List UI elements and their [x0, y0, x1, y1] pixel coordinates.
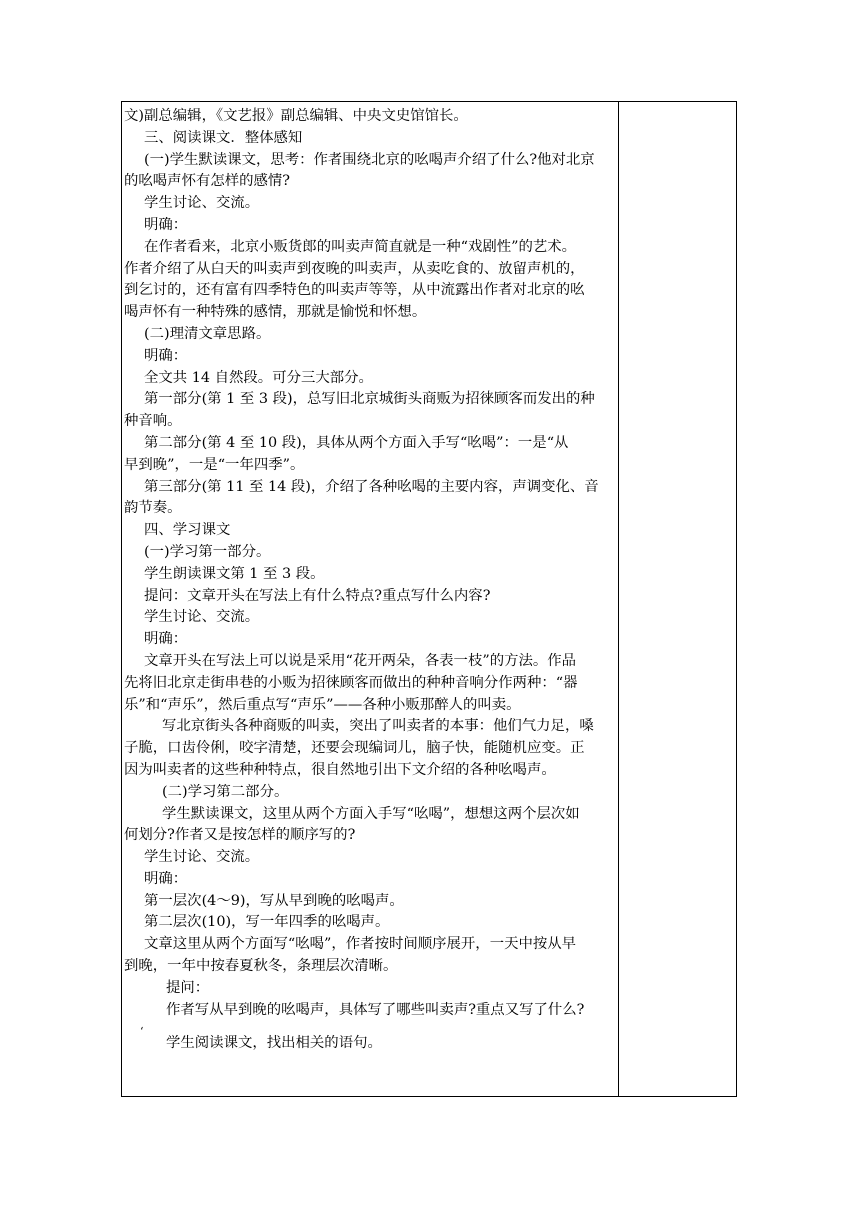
text-line: 文章开头在写法上可以说是采用“花开两朵，各表一枝”的方法。作品 [144, 652, 577, 669]
text-line: 写北京街头各种商贩的叫卖，突出了叫卖者的本事：他们气力足，嗓 [162, 718, 594, 735]
text-line: (一)学习第一部分。 [144, 543, 271, 560]
text-line: 到乞讨的，还有富有四季特色的叫卖声等等，从中流露出作者对北京的吆 [124, 282, 585, 299]
text-line: 喝声怀有一种特殊的感情，那就是愉悦和怀想。 [124, 304, 427, 321]
lesson-table [121, 101, 737, 1097]
lesson-content-cell [122, 102, 618, 1096]
text-line: 提问：文章开头在写法上有什么特点?重点写什么内容? [144, 587, 491, 604]
text-line: 作者介绍了从白天的叫卖声到夜晚的叫卖声，从卖吃食的、放留声机的， [124, 260, 585, 277]
text-line: 学生讨论、交流。 [144, 849, 260, 866]
text-line: 在作者看来，北京小贩货郎的叫卖声简直就是一种“戏剧性”的艺术。 [144, 238, 577, 255]
text-line: 提问： [166, 979, 210, 996]
text-line: (二)理清文章思路。 [144, 325, 271, 342]
text-line: (一)学生默读课文，思考：作者围绕北京的吆喝声介绍了什么?他对北京 [144, 151, 595, 168]
text-line: 先将旧北京走街串巷的小贩为招徕顾客而做出的种种音响分作两种：“器 [124, 674, 578, 691]
text-line: 韵节奏。 [124, 500, 182, 517]
text-line: 文)副总编辑，《文艺报》副总编辑、中央文史馆馆长。 [124, 108, 468, 124]
text-line: 文章这里从两个方面写“吆喝”，作者按时间顺序展开，一天中按从早 [144, 936, 577, 953]
text-line: 学生朗读课文第 1 至 3 段。 [144, 565, 325, 582]
text-line: 因为叫卖者的这些种种特点，很自然地引出下文介绍的各种吆喝声。 [124, 761, 556, 778]
text-line: 四、学习课文 [144, 522, 231, 539]
text-line: 第二部分(第 4 至 10 段)，具体从两个方面入手写“吆喝”：一是“从 [144, 434, 569, 451]
text-line: (二)学习第二部分。 [162, 783, 289, 800]
text-line: 作者写从早到晚的吆喝声，具体写了哪些叫卖声?重点又写了什么? [166, 1001, 585, 1018]
text-line: 种音响。 [124, 413, 182, 430]
text-line: 学生默读课文，这里从两个方面入手写“吆喝”，想想这两个层次如 [162, 805, 580, 822]
text-line: 明确： [144, 216, 188, 233]
text-line: ‘ [140, 1025, 144, 1034]
text-line: 明确： [144, 631, 188, 648]
text-line: 第三部分(第 11 至 14 段)，介绍了各种吆喝的主要内容，声调变化、音 [144, 478, 599, 495]
text-line: 第一层次(4～9)，写从早到晚的吆喝声。 [144, 892, 404, 909]
text-line: 乐”和“声乐”，然后重点写“声乐”——各种小贩那醉人的叫卖。 [124, 696, 521, 713]
text-line: 学生阅读课文，找出相关的语句。 [166, 1035, 382, 1052]
text-line: 明确： [144, 347, 188, 364]
notes-cell [619, 102, 736, 1096]
text-line: 三、阅读课文．整体感知 [144, 129, 303, 146]
text-line: 何划分?作者又是按怎样的顺序写的? [124, 827, 356, 844]
text-line: 第二层次(10)，写一年四季的吆喝声。 [144, 914, 390, 931]
text-line: 到晚，一年中按春夏秋冬，条理层次清晰。 [124, 958, 398, 975]
text-line: 第一部分(第 1 至 3 段)，总写旧北京城街头商贩为招徕顾客而发出的种 [144, 391, 595, 408]
text-line: 的吆喝声怀有怎样的感情? [124, 173, 291, 190]
text-line: 全文共 14 自然段。可分三大部分。 [144, 369, 373, 386]
text-line: 学生讨论、交流。 [144, 609, 260, 626]
text-line: 子脆，口齿伶俐，咬字清楚，还要会现编词儿，脑子快，能随机应变。正 [124, 740, 585, 757]
text-line: 明确： [144, 870, 188, 887]
text-line: 早到晚”，一是“一年四季”。 [124, 456, 305, 473]
text-line: 学生讨论、交流。 [144, 195, 260, 212]
